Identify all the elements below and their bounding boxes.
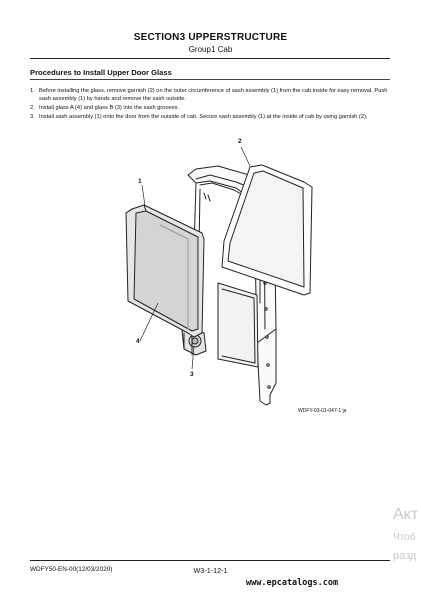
sash-assembly bbox=[126, 205, 204, 337]
callout-3: 3 bbox=[190, 371, 194, 378]
procedure-step bbox=[30, 105, 392, 113]
step-number: 1. bbox=[30, 88, 35, 94]
group-subtitle: Group1 Cab bbox=[188, 45, 233, 54]
footer-divider bbox=[30, 560, 390, 561]
heading-divider bbox=[30, 79, 390, 80]
procedure-steps bbox=[30, 88, 392, 123]
callout-2: 2 bbox=[238, 138, 242, 145]
document-code: WDFY50-EN-00(12/03/2020) bbox=[30, 566, 113, 573]
callout-4: 4 bbox=[136, 338, 140, 345]
door-glass-diagram bbox=[100, 133, 330, 413]
header-divider bbox=[30, 58, 390, 59]
section-title: SECTION3 UPPERSTRUCTURE bbox=[133, 32, 288, 43]
step-number: 3. bbox=[30, 113, 35, 120]
step-number: 2. bbox=[30, 104, 35, 111]
procedure-step bbox=[30, 88, 392, 103]
page-number: W3-1-12-1 bbox=[193, 566, 228, 575]
figure-id: WDFY-03-01-047-1 ja bbox=[298, 408, 347, 414]
watermark-line: разд bbox=[393, 550, 417, 562]
step-text: Before installing the glass, remove garnish (2) on the outer circumference of sash assembly (1) from the cab inside for easy removal. Push sash assembly (1) by hands and remove the sash outside. bbox=[39, 88, 388, 102]
website-link[interactable]: www.epcatalogs.com bbox=[246, 578, 339, 588]
callout-1: 1 bbox=[138, 178, 142, 185]
watermark-line: Акт bbox=[393, 506, 419, 523]
step-text: Install glass A (4) and glass B (3) into the sash grooves. bbox=[39, 104, 180, 111]
procedure-heading: Procedures to Install Upper Door Glass bbox=[30, 68, 172, 77]
step-text: Install sash assembly (1) onto the door from the outside of cab. Secure sash assembly (1) at the inside of cab by using garnish (2). bbox=[39, 113, 368, 120]
procedure-step bbox=[30, 114, 392, 122]
watermark-line: Чтоб bbox=[393, 532, 416, 543]
